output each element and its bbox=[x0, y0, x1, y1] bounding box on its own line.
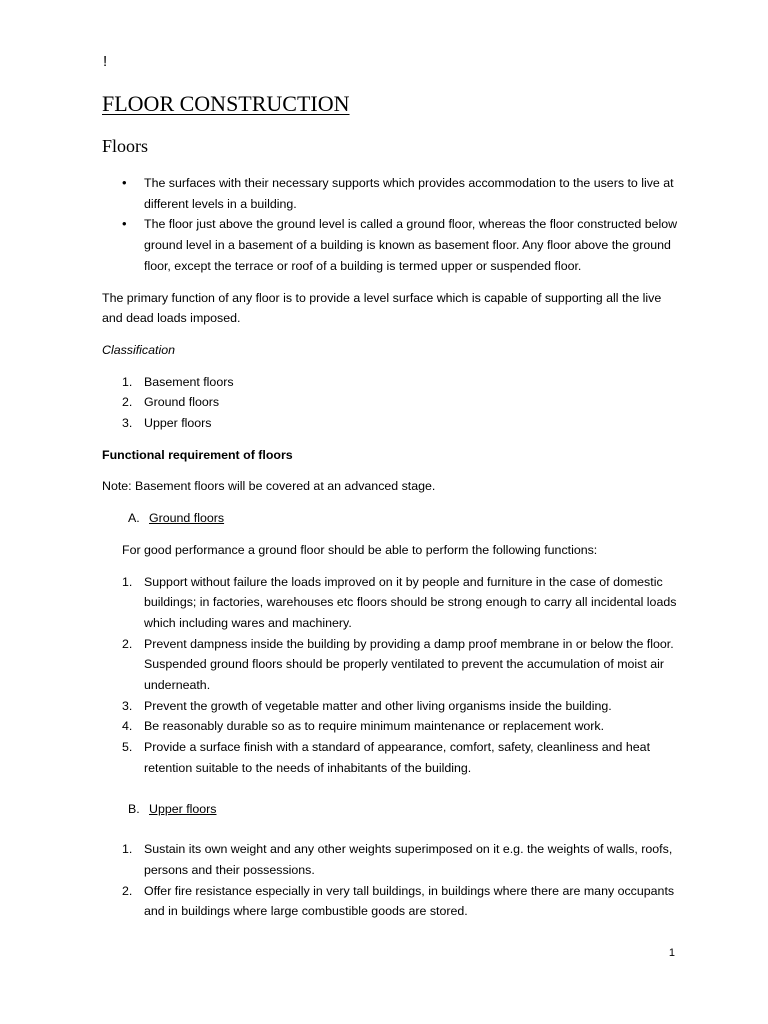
primary-function-paragraph: The primary function of any floor is to provide a level surface which is capable of supporting all the live and dead loads imposed. bbox=[102, 290, 662, 326]
list-text: Ground floors bbox=[144, 395, 220, 410]
list-text: Provide a surface finish with a standard of appearance, comfort, safety, cleanliness and heat retention suitable to the needs of inhabitants of the building. bbox=[144, 740, 651, 775]
document-body bbox=[102, 173, 682, 922]
subheading-text: Upper floors bbox=[149, 801, 217, 816]
list-number: 2. bbox=[122, 636, 133, 651]
ground-floors-function-list bbox=[102, 572, 682, 779]
subheading-letter: B. bbox=[128, 801, 140, 816]
list-item bbox=[102, 634, 682, 696]
definition-bullet-list bbox=[102, 173, 682, 277]
list-number: 1. bbox=[122, 374, 133, 389]
list-text: Support without failure the loads improved on it by people and furniture in the case of domestic buildings; in factories, warehouses etc floors should be strong enough to carry all incidental loads which including wares and machinery. bbox=[144, 574, 677, 630]
ground-floors-subheading bbox=[102, 508, 682, 529]
list-item bbox=[102, 392, 682, 413]
list-item bbox=[102, 696, 682, 717]
list-number: 1. bbox=[122, 574, 133, 589]
classification-list bbox=[102, 372, 682, 434]
section-heading-floors: Floors bbox=[102, 136, 149, 156]
subheading-letter: A. bbox=[128, 511, 140, 526]
list-item bbox=[102, 572, 682, 634]
document-title: FLOOR CONSTRUCTION bbox=[102, 91, 350, 116]
upper-floors-function-list bbox=[102, 839, 682, 922]
list-item bbox=[102, 737, 682, 778]
list-number: 2. bbox=[122, 883, 133, 898]
list-text: Upper floors bbox=[144, 416, 212, 431]
page-number: 1 bbox=[668, 947, 675, 959]
functional-requirement-heading: Functional requirement of floors bbox=[102, 447, 293, 462]
list-item bbox=[102, 372, 682, 393]
list-number: 1. bbox=[122, 842, 133, 857]
ground-floors-intro: For good performance a ground floor should be able to perform the following functions: bbox=[122, 542, 598, 557]
classification-heading: Classification bbox=[102, 342, 175, 357]
list-item bbox=[102, 413, 682, 434]
exclamation-mark: ! bbox=[103, 53, 108, 70]
list-number: 2. bbox=[122, 395, 133, 410]
list-text: Sustain its own weight and any other weights superimposed on it e.g. the weights of walls, roofs, persons and their possessions. bbox=[144, 842, 673, 877]
upper-floors-subheading bbox=[102, 799, 682, 820]
list-text: Basement floors bbox=[144, 374, 234, 389]
list-text: Prevent the growth of vegetable matter and other living organisms inside the building. bbox=[144, 698, 612, 713]
list-text: Prevent dampness inside the building by providing a damp proof membrane in or below the floor. Suspended ground floors should be properly ventilated to prevent the accumulation of moist air underneath. bbox=[144, 636, 674, 693]
list-number: 5. bbox=[122, 740, 133, 755]
list-number: 4. bbox=[122, 719, 133, 734]
subheading-text: Ground floors bbox=[149, 511, 225, 526]
list-item bbox=[102, 716, 682, 737]
list-text: Be reasonably durable so as to require minimum maintenance or replacement work. bbox=[144, 719, 605, 734]
list-item bbox=[102, 881, 682, 922]
note-paragraph: Note: Basement floors will be covered at an advanced stage. bbox=[102, 479, 436, 494]
list-number: 3. bbox=[122, 416, 133, 431]
list-number: 3. bbox=[122, 698, 133, 713]
bullet-item: • The surfaces with their necessary supports which provides accommodation to the users to live at different levels in a building. bbox=[102, 173, 682, 214]
list-item bbox=[102, 839, 682, 880]
list-text: Offer fire resistance especially in very tall buildings, in buildings where there are many occupants and in buildings where large combustible goods are stored. bbox=[144, 883, 675, 919]
bullet-item: • The floor just above the ground level is called a ground floor, whereas the floor constructed below ground level in a basement of a building is known as basement floor. Any floor above the ground floor, except the terrace or roof of a building is termed upper or suspended floor. bbox=[102, 214, 682, 276]
